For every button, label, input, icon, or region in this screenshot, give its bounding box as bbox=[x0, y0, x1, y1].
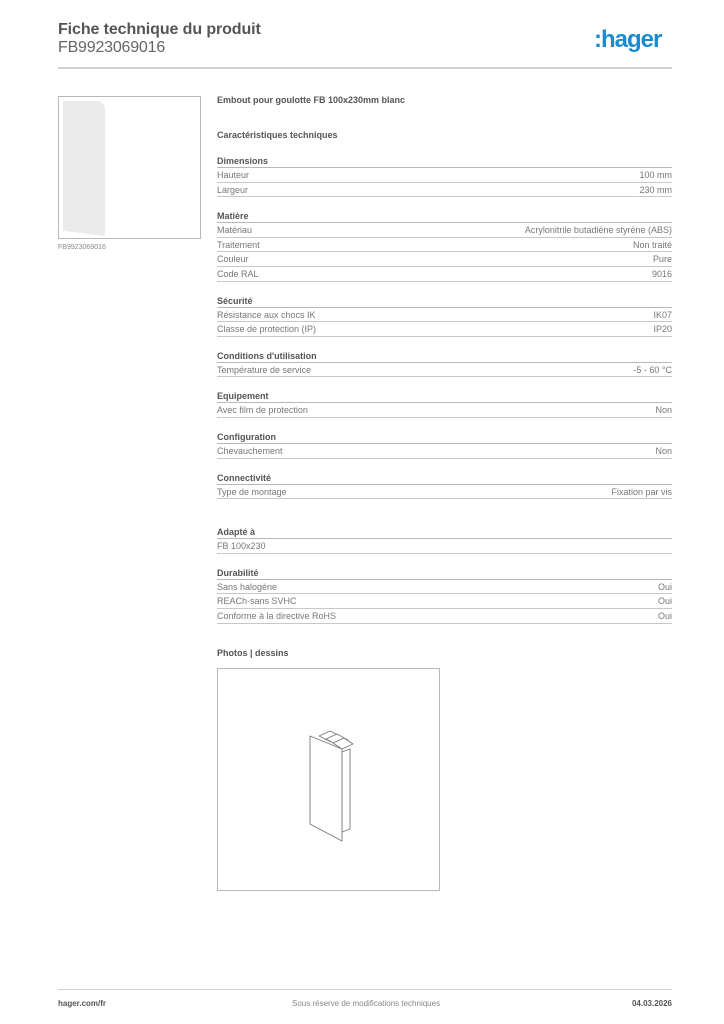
group-title: Configuration bbox=[217, 431, 672, 444]
spec-value: Oui bbox=[657, 596, 672, 607]
group-title: Conditions d'utilisation bbox=[217, 350, 672, 363]
technical-heading: Caractéristiques techniques bbox=[217, 130, 338, 140]
footer-date: 04.03.2026 bbox=[631, 999, 672, 1008]
spec-value: Non bbox=[655, 405, 672, 416]
spec-value: 100 mm bbox=[639, 170, 672, 180]
spec-value: Pure bbox=[652, 254, 672, 265]
product-thumbnail bbox=[58, 96, 201, 239]
product-drawing bbox=[217, 668, 440, 891]
spec-label: Couleur bbox=[217, 254, 249, 265]
spec-label: Type de montage bbox=[217, 486, 287, 497]
spec-value: 9016 bbox=[651, 268, 672, 279]
footer-divider bbox=[58, 989, 672, 990]
spec-value: Fixation par vis bbox=[611, 486, 672, 497]
spec-label: Sans halogène bbox=[217, 581, 278, 592]
spec-column bbox=[217, 95, 672, 891]
group-title: Adapté à bbox=[217, 526, 672, 539]
group-title: Dimensions bbox=[217, 155, 672, 168]
spec-label: Matériau bbox=[217, 225, 253, 236]
group-conditions bbox=[217, 350, 672, 378]
product-thumbnail-icon bbox=[63, 101, 105, 236]
spec-label: REACh-sans SVHC bbox=[217, 596, 297, 607]
spec-label: Largeur bbox=[217, 184, 249, 195]
spec-label: Hauteur bbox=[217, 170, 250, 180]
spec-row bbox=[217, 168, 672, 183]
spec-row bbox=[217, 267, 672, 282]
spec-row bbox=[217, 322, 672, 337]
spec-label: FB 100x230 bbox=[217, 541, 266, 552]
spec-value: IP20 bbox=[653, 324, 672, 335]
group-dimensions bbox=[217, 155, 672, 197]
group-securite bbox=[217, 295, 672, 337]
spec-value: Non bbox=[655, 445, 672, 456]
spec-value: Oui bbox=[657, 610, 672, 621]
group-adapte bbox=[217, 526, 672, 554]
spec-row bbox=[217, 183, 672, 198]
group-title: Sécurité bbox=[217, 295, 672, 308]
group-connectivite bbox=[217, 472, 672, 500]
spec-label: Classe de protection (IP) bbox=[217, 324, 317, 335]
group-title: Durabilité bbox=[217, 567, 672, 580]
spec-label: Avec film de protection bbox=[217, 405, 308, 416]
spec-value: 230 mm bbox=[639, 184, 672, 195]
spec-value: IK07 bbox=[653, 309, 672, 320]
spec-value: -5 - 60 °C bbox=[633, 364, 672, 375]
product-name: Embout pour goulotte FB 100x230mm blanc bbox=[217, 95, 406, 105]
page-title: Fiche technique du produit bbox=[58, 21, 261, 38]
spec-label: Conforme à la directive RoHS bbox=[217, 610, 337, 621]
footer-website-link[interactable]: hager.com/fr bbox=[58, 999, 107, 1008]
product-line-drawing-icon bbox=[218, 669, 439, 890]
spec-row bbox=[217, 403, 672, 418]
spec-row bbox=[217, 539, 672, 554]
group-title: Connectivité bbox=[217, 472, 672, 485]
spec-label: Traitement bbox=[217, 239, 260, 250]
group-equipement bbox=[217, 390, 672, 418]
spec-label: Résistance aux chocs IK bbox=[217, 309, 316, 320]
thumbnail-caption: FB9923069016 bbox=[58, 244, 106, 251]
group-configuration bbox=[217, 431, 672, 459]
spec-row bbox=[217, 363, 672, 378]
spec-value: Non traité bbox=[632, 239, 672, 250]
spec-row bbox=[217, 594, 672, 609]
spec-row bbox=[217, 252, 672, 267]
footer-disclaimer: Sous réserve de modifications techniques bbox=[292, 999, 441, 1008]
spec-row bbox=[217, 308, 672, 323]
spec-row bbox=[217, 609, 672, 624]
group-matiere bbox=[217, 210, 672, 281]
product-reference: FB9923069016 bbox=[58, 39, 166, 56]
group-durabilite bbox=[217, 567, 672, 624]
spec-row bbox=[217, 223, 672, 238]
spec-label: Code RAL bbox=[217, 268, 259, 279]
spec-row bbox=[217, 580, 672, 595]
group-title: Matière bbox=[217, 210, 672, 223]
spec-label: Température de service bbox=[217, 364, 312, 375]
spec-row bbox=[217, 444, 672, 459]
header-divider bbox=[58, 67, 672, 69]
spec-value: Oui bbox=[657, 581, 672, 592]
spec-label: Chevauchement bbox=[217, 445, 283, 456]
spec-row bbox=[217, 238, 672, 253]
photos-heading: Photos | dessins bbox=[217, 647, 289, 658]
hager-logo: :hager bbox=[594, 26, 662, 53]
spec-row bbox=[217, 485, 672, 500]
group-title: Equipement bbox=[217, 390, 672, 403]
spec-value: Acrylonitrile butadiène styrène (ABS) bbox=[524, 225, 672, 236]
